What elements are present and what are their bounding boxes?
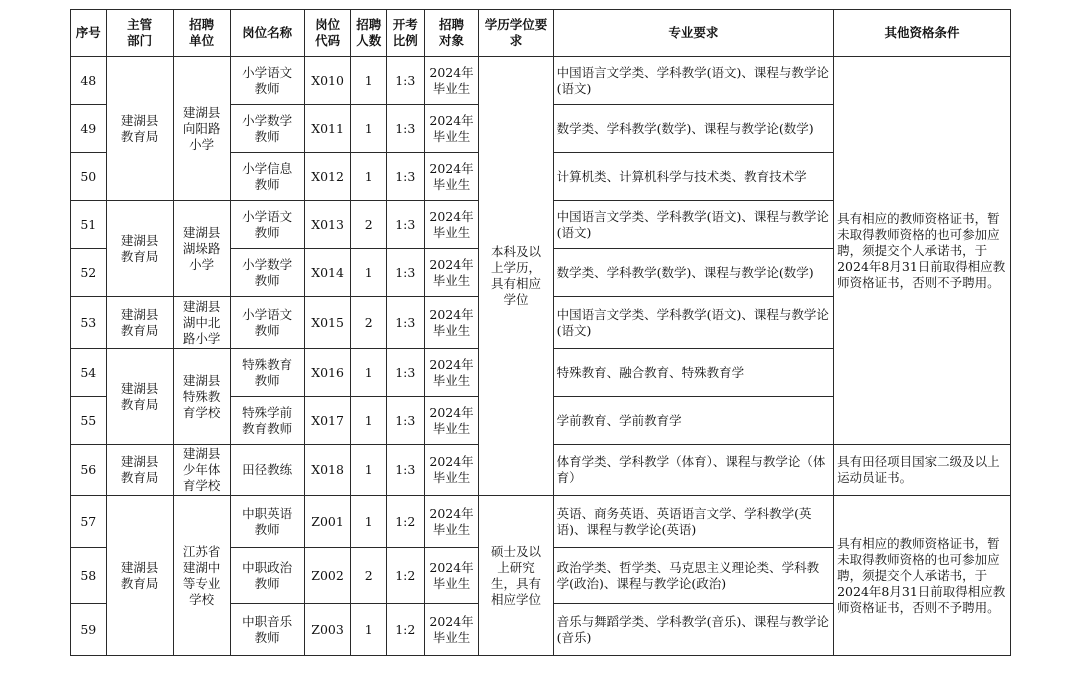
ratio-cell: 1:3: [387, 397, 425, 445]
seq-cell: 53: [71, 297, 107, 349]
code-cell: Z003: [304, 604, 351, 656]
dept-cell: 建湖县 教育局: [106, 201, 173, 297]
major-cell: 中国语言文学类、学科教学(语文)、课程与教学论(语文): [553, 201, 833, 249]
major-cell: 英语、商务英语、英语语言文学、学科教学(英语)、课程与教学论(英语): [553, 496, 833, 548]
position-cell: 小学语文 教师: [230, 57, 304, 105]
num-cell: 2: [351, 201, 387, 249]
seq-cell: 51: [71, 201, 107, 249]
position-cell: 特殊教育 教师: [230, 349, 304, 397]
header-ratio: 开考 比例: [387, 10, 425, 57]
seq-cell: 54: [71, 349, 107, 397]
target-cell: 2024年 毕业生: [424, 57, 479, 105]
ratio-cell: 1:3: [387, 201, 425, 249]
target-cell: 2024年 毕业生: [424, 548, 479, 604]
position-cell: 特殊学前 教育教师: [230, 397, 304, 445]
other-cell: 具有相应的教师资格证书，暂未取得教师资格的也可参加应聘，须提交个人承诺书，于2024年8月31日前取得相应教师资格证书，否则不予聘用。: [834, 57, 1011, 445]
unit-cell: 建湖县 湖中北 路小学: [173, 297, 230, 349]
ratio-cell: 1:2: [387, 548, 425, 604]
ratio-cell: 1:3: [387, 57, 425, 105]
seq-cell: 59: [71, 604, 107, 656]
position-cell: 小学信息 教师: [230, 153, 304, 201]
table-row: [71, 57, 1011, 105]
dept-cell: 建湖县 教育局: [106, 445, 173, 496]
position-cell: 小学数学 教师: [230, 105, 304, 153]
code-cell: X015: [304, 297, 351, 349]
major-cell: 数学类、学科教学(数学)、课程与教学论(数学): [553, 249, 833, 297]
ratio-cell: 1:3: [387, 297, 425, 349]
major-cell: 数学类、学科教学(数学)、课程与教学论(数学): [553, 105, 833, 153]
other-cell: 具有田径项目国家二级及以上运动员证书。: [834, 445, 1011, 496]
unit-cell: 建湖县 湖垛路 小学: [173, 201, 230, 297]
header-position: 岗位名称: [230, 10, 304, 57]
ratio-cell: 1:3: [387, 349, 425, 397]
position-cell: 田径教练: [230, 445, 304, 496]
code-cell: X016: [304, 349, 351, 397]
ratio-cell: 1:3: [387, 445, 425, 496]
unit-cell: 江苏省 建湖中 等专业 学校: [173, 496, 230, 656]
seq-cell: 57: [71, 496, 107, 548]
position-cell: 小学语文 教师: [230, 201, 304, 249]
header-num: 招聘 人数: [351, 10, 387, 57]
seq-cell: 56: [71, 445, 107, 496]
major-cell: 中国语言文学类、学科教学(语文)、课程与教学论(语文): [553, 57, 833, 105]
unit-cell: 建湖县 向阳路 小学: [173, 57, 230, 201]
unit-cell: 建湖县 少年体 育学校: [173, 445, 230, 496]
num-cell: 1: [351, 249, 387, 297]
num-cell: 1: [351, 496, 387, 548]
position-cell: 中职音乐 教师: [230, 604, 304, 656]
recruitment-table: [70, 9, 1011, 656]
major-cell: 体育学类、学科教学（体育）、课程与教学论（体育）: [553, 445, 833, 496]
seq-cell: 48: [71, 57, 107, 105]
dept-cell: 建湖县 教育局: [106, 57, 173, 201]
ratio-cell: 1:3: [387, 249, 425, 297]
major-cell: 政治学类、哲学类、马克思主义理论类、学科教学(政治)、课程与教学论(政治): [553, 548, 833, 604]
target-cell: 2024年 毕业生: [424, 604, 479, 656]
major-cell: 中国语言文学类、学科教学(语文)、课程与教学论(语文): [553, 297, 833, 349]
edu-cell: 硕士及以 上研究 生，具有 相应学位: [479, 496, 553, 656]
header-dept: 主管 部门: [106, 10, 173, 57]
code-cell: X014: [304, 249, 351, 297]
other-cell: 具有相应的教师资格证书，暂未取得教师资格的也可参加应聘，须提交个人承诺书，于2024年8月31日前取得相应教师资格证书，否则不予聘用。: [834, 496, 1011, 656]
target-cell: 2024年 毕业生: [424, 496, 479, 548]
position-cell: 中职政治 教师: [230, 548, 304, 604]
header-edu: 学历学位要 求: [479, 10, 553, 57]
target-cell: 2024年 毕业生: [424, 249, 479, 297]
header-code: 岗位 代码: [304, 10, 351, 57]
target-cell: 2024年 毕业生: [424, 153, 479, 201]
code-cell: X017: [304, 397, 351, 445]
ratio-cell: 1:3: [387, 105, 425, 153]
code-cell: X012: [304, 153, 351, 201]
table-row: [71, 496, 1011, 548]
seq-cell: 50: [71, 153, 107, 201]
target-cell: 2024年 毕业生: [424, 201, 479, 249]
header-row: [71, 10, 1011, 57]
ratio-cell: 1:3: [387, 153, 425, 201]
num-cell: 2: [351, 548, 387, 604]
dept-cell: 建湖县 教育局: [106, 297, 173, 349]
target-cell: 2024年 毕业生: [424, 397, 479, 445]
num-cell: 1: [351, 57, 387, 105]
header-other: 其他资格条件: [834, 10, 1011, 57]
seq-cell: 49: [71, 105, 107, 153]
ratio-cell: 1:2: [387, 496, 425, 548]
num-cell: 1: [351, 397, 387, 445]
code-cell: X010: [304, 57, 351, 105]
major-cell: 计算机类、计算机科学与技术类、教育技术学: [553, 153, 833, 201]
code-cell: X013: [304, 201, 351, 249]
major-cell: 特殊教育、融合教育、特殊教育学: [553, 349, 833, 397]
target-cell: 2024年 毕业生: [424, 297, 479, 349]
position-cell: 小学语文 教师: [230, 297, 304, 349]
num-cell: 1: [351, 445, 387, 496]
target-cell: 2024年 毕业生: [424, 349, 479, 397]
header-major: 专业要求: [553, 10, 833, 57]
code-cell: X011: [304, 105, 351, 153]
target-cell: 2024年 毕业生: [424, 445, 479, 496]
code-cell: Z001: [304, 496, 351, 548]
seq-cell: 58: [71, 548, 107, 604]
position-cell: 小学数学 教师: [230, 249, 304, 297]
major-cell: 音乐与舞蹈学类、学科教学(音乐)、课程与教学论(音乐): [553, 604, 833, 656]
header-unit: 招聘 单位: [173, 10, 230, 57]
seq-cell: 52: [71, 249, 107, 297]
unit-cell: 建湖县 特殊教 育学校: [173, 349, 230, 445]
dept-cell: 建湖县 教育局: [106, 349, 173, 445]
ratio-cell: 1:2: [387, 604, 425, 656]
code-cell: X018: [304, 445, 351, 496]
num-cell: 1: [351, 105, 387, 153]
edu-cell: 本科及以 上学历， 具有相应 学位: [479, 57, 553, 496]
header-seq: 序号: [71, 10, 107, 57]
num-cell: 1: [351, 153, 387, 201]
code-cell: Z002: [304, 548, 351, 604]
num-cell: 1: [351, 604, 387, 656]
position-cell: 中职英语 教师: [230, 496, 304, 548]
target-cell: 2024年 毕业生: [424, 105, 479, 153]
num-cell: 1: [351, 349, 387, 397]
num-cell: 2: [351, 297, 387, 349]
dept-cell: 建湖县 教育局: [106, 496, 173, 656]
header-target: 招聘 对象: [424, 10, 479, 57]
seq-cell: 55: [71, 397, 107, 445]
major-cell: 学前教育、学前教育学: [553, 397, 833, 445]
